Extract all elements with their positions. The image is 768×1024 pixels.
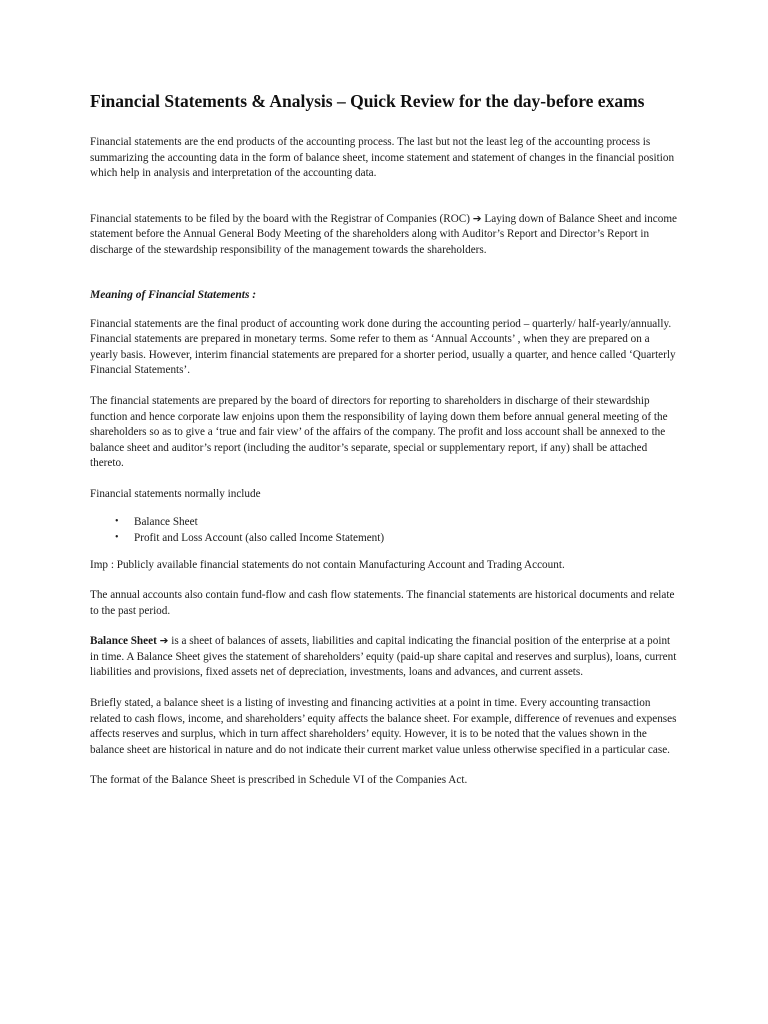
list-item-label: Balance Sheet [134,515,198,528]
balance-sheet-text: is a sheet of balances of assets, liabilities and capital indicating the financial position of the enterprise at a point in time. A Balance Sheet gives the statement of shareholders’ equity (paid-up share capital and reserves and surplus), loans, current liabilities and provisions, fixed assets net of depreciation, investments, loans and advances, and current assets. [90,635,677,679]
include-intro: Financial statements normally include [90,487,261,500]
balance-sheet-term: Balance Sheet [90,635,157,648]
document-page [90,90,680,804]
roc-paragraph [90,212,680,259]
bullet-icon: • [115,515,119,527]
list-item-label: Profit and Loss Account (also called Income Statement) [134,532,385,544]
bullet-icon: • [115,532,119,543]
imp-note: Imp : Publicly available financial statements do not contain Manufacturing Account and Trading Account. [90,558,565,571]
intro-paragraph: Financial statements are the end products of the accounting process. The last but not the least leg of the accounting process is summarizing the accounting data in the form of balance sheet, income statement and statement of changes in the financial position which help in analysis and interpretation of the accounting data. [90,136,675,180]
meaning-paragraph-1: Financial statements are the final product of accounting work done during the accounting period – quarterly/ half-yearly/annually. Financial statements are prepared in monetary terms. Some refer to them as ‘Annual Accounts’ , when they are prepared on a yearly basis. However, interim financial statements are prepared for a shorter period, usually a quarter, and hence called ‘Quarterly Financial Statements’. [90,317,676,377]
format-paragraph: The format of the Balance Sheet is prescribed in Schedule VI of the Companies Act. [90,774,468,787]
list-item [115,514,680,531]
document-title: Financial Statements & Analysis – Quick Review for the day-before exams [90,91,645,111]
arrow-right-icon: ➔ [472,212,482,225]
include-list [90,514,680,547]
meaning-heading: Meaning of Financial Statements : [90,288,257,301]
list-item [115,530,680,547]
arrow-right-icon: ➔ [159,635,169,648]
annual-accounts-paragraph: The annual accounts also contain fund-flow and cash flow statements. The financial statements are historical documents and relate to the past period. [90,589,675,617]
roc-text-before: Financial statements to be filed by the board with the Registrar of Companies (ROC) [90,212,470,225]
meaning-paragraph-2: The financial statements are prepared by the board of directors for reporting to shareholders in discharge of their stewardship function and hence corporate law enjoins upon them the responsibility of laying down them before annual general meeting of the shareholders so as to give a ‘true and fair view’ of the affairs of the company. The profit and loss account shall be annexed to the balance sheet and auditor’s report (including the auditor’s separate, special or supplementary report, if any) shall be attached thereto. [90,394,668,470]
briefly-paragraph: Briefly stated, a balance sheet is a listing of investing and financing activities at a point in time. Every accounting transaction related to cash flows, income, and shareholders’ equity affects the balance sheet. For example, difference of revenues and expenses affects reserves and surplus, which in turn affect shareholders’ equity. However, it is to be noted that the values shown in the balance sheet are historical in nature and do not indicate their current market value unless otherwise specified in a particular case. [90,697,677,756]
roc-text-after: Laying down of Balance Sheet and income statement before the Annual General Body Meeting of the shareholders along with Auditor’s Report and Director’s Report in discharge of the stewardship responsibility of the management towards the shareholders. [90,212,678,256]
balance-sheet-paragraph [90,634,680,681]
